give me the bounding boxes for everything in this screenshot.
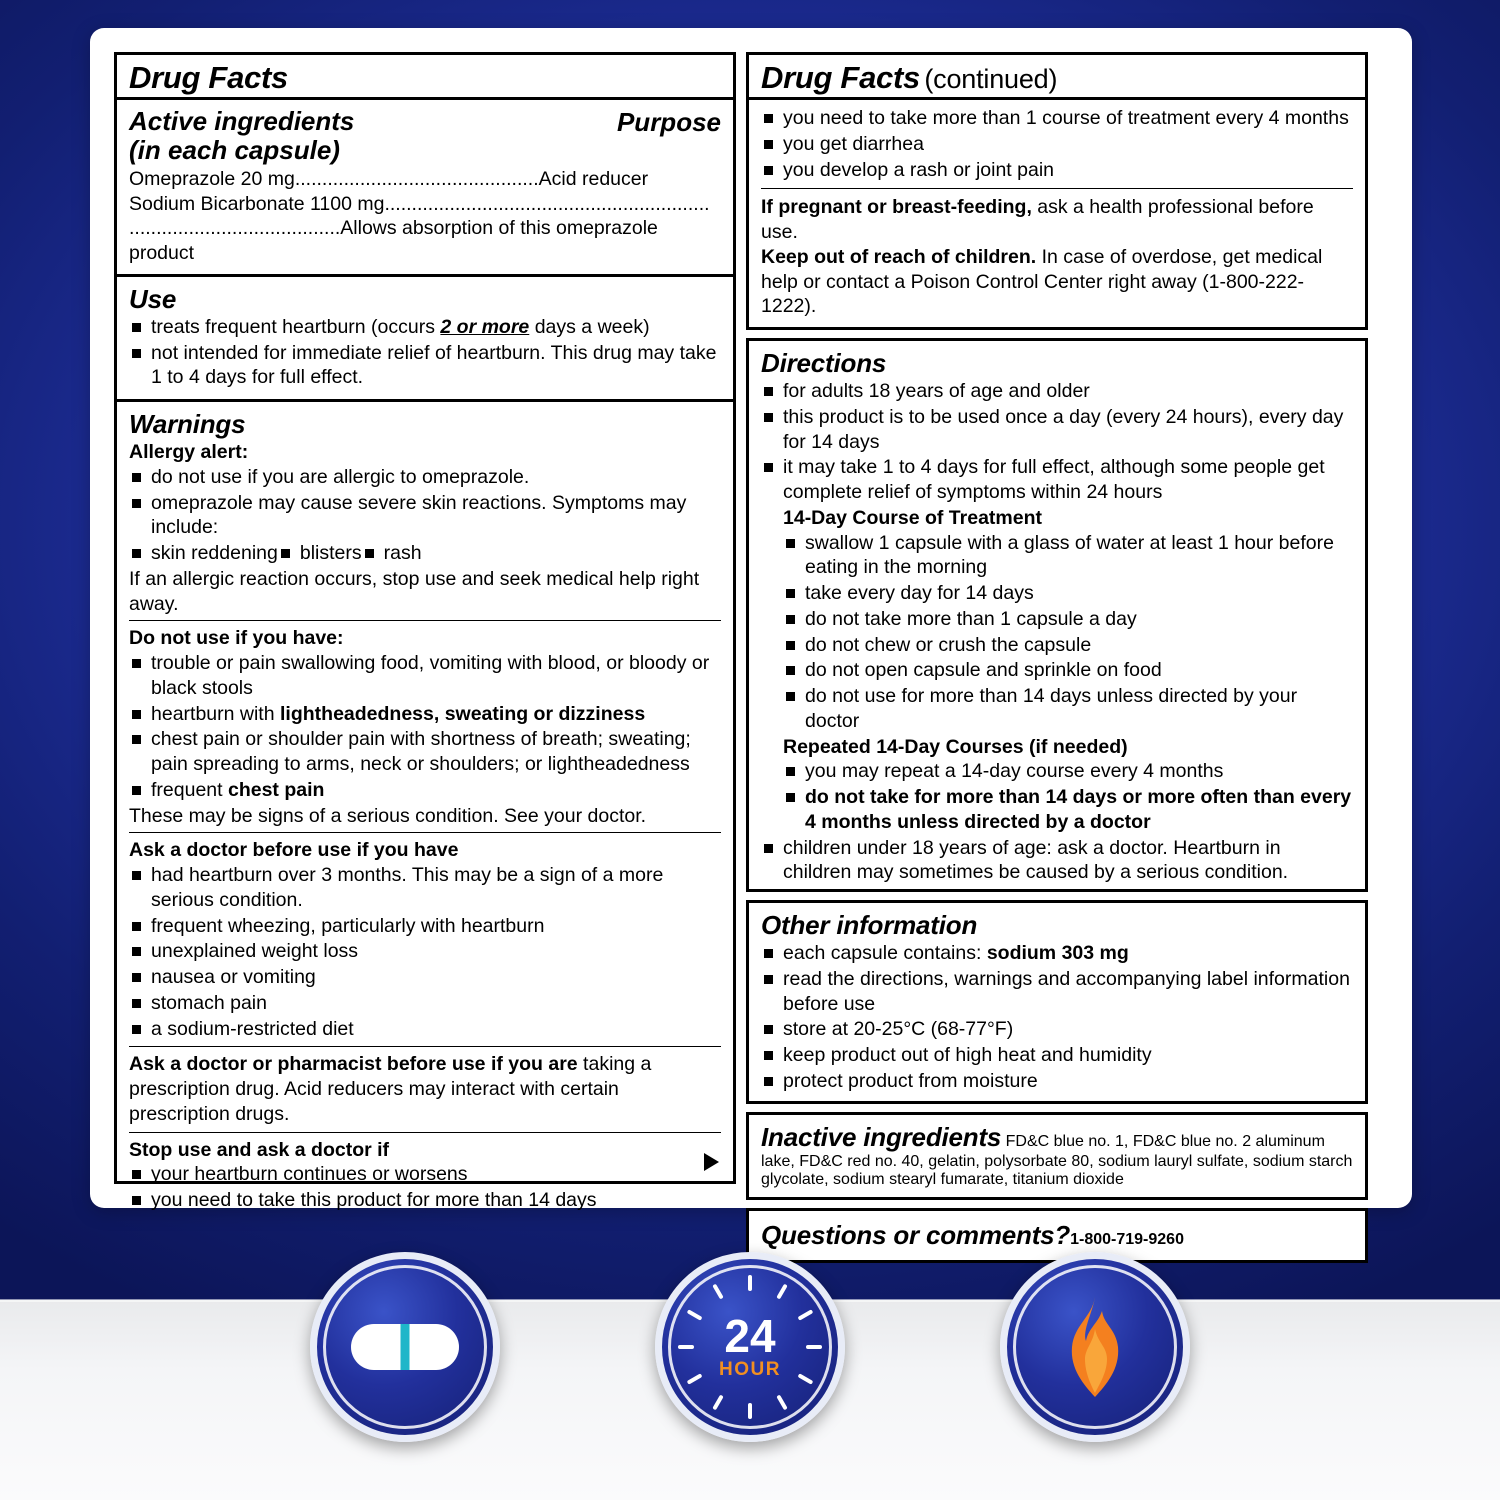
- do-not-use-section: [117, 621, 733, 832]
- ingredient-line-3: .......................................Allows absorption of this omeprazole product: [129, 217, 658, 265]
- inactive-ingredients-block: [749, 1115, 1365, 1197]
- keep-out-rest: In case of overdose, get medical help or contact a Poison Control Center right away (1-800-222-1222).: [761, 245, 1323, 318]
- page-title: Drug Facts: [129, 60, 288, 95]
- list-item: for adults 18 years of age and older: [761, 379, 1353, 404]
- do-not-use-list: [129, 651, 721, 803]
- stop-use-section: [117, 1133, 733, 1222]
- purpose-heading: Purpose: [616, 106, 721, 137]
- list-item: chest pain or shoulder pain with shortness of breath; sweating; pain spreading to arms, neck or shoulders; or lightheadedness: [129, 727, 721, 777]
- list-item: store at 20-25°C (68-77°F): [761, 1017, 1353, 1042]
- list-item: children under 18 years of age: ask a doctor. Heartburn in children may sometimes be caused by a serious condition.: [761, 836, 1353, 886]
- list-item: had heartburn over 3 months. This may be a sign of a more serious condition.: [129, 863, 721, 913]
- list-item: you need to take this product for more than 14 days: [129, 1188, 721, 1213]
- list-item: skin reddening: [129, 541, 278, 566]
- list-item: do not open capsule and sprinkle on food: [783, 658, 1353, 683]
- list-item: protect product from moisture: [761, 1069, 1353, 1094]
- clock-sublabel: HOUR: [719, 1359, 781, 1380]
- allergy-alert-label: Allergy alert:: [129, 441, 249, 464]
- inactive-ingredients-text: FD&C blue no. 1, FD&C blue no. 2 aluminum lake, FD&C red no. 40, gelatin, polysorbate 80, sodium lauryl sulfate, sodium starch glycolate, sodium stearyl fumarate, titanium dioxide: [761, 1132, 1353, 1188]
- drug-facts-columns: [114, 52, 1388, 1250]
- list-item: trouble or pain swallowing food, vomiting with blood, or bloody or black stools: [129, 651, 721, 701]
- use-list: [129, 315, 721, 390]
- list-item: [129, 315, 721, 340]
- drug-facts-panel: [90, 28, 1412, 1250]
- do-not-use-footer: These may be signs of a serious condition. See your doctor.: [129, 804, 647, 827]
- do-not-use-item-2-pre: heartburn with: [151, 702, 280, 725]
- do-not-use-item-4-pre: frequent: [151, 778, 228, 801]
- 24-hour-badge: [655, 1252, 845, 1442]
- other-information-list: [761, 941, 1353, 1094]
- ask-pharmacist-bold: Ask a doctor or pharmacist before use if you are: [129, 1053, 578, 1076]
- continued-title: Drug Facts: [761, 60, 920, 95]
- course-label: 14-Day Course of Treatment: [783, 506, 1042, 529]
- pregnancy-bold: If pregnant or breast-feeding,: [761, 196, 1032, 219]
- allergy-list: [129, 465, 721, 540]
- children-list: [761, 836, 1353, 886]
- keep-out-bold: Keep out of reach of children.: [761, 245, 1037, 268]
- directions-block: [749, 341, 1365, 889]
- list-item: nausea or vomiting: [129, 965, 721, 990]
- ask-pharmacist-text: [129, 1052, 721, 1126]
- ask-doctor-section: [117, 833, 733, 1046]
- flame-icon: [1052, 1295, 1138, 1399]
- list-item: not intended for immediate relief of heartburn. This drug may take 1 to 4 days for full effect.: [129, 341, 721, 391]
- list-item: blisters: [278, 541, 362, 566]
- do-not-use-item-2-bold: lightheadedness, sweating or dizziness: [280, 702, 646, 725]
- continue-arrow-icon: [704, 1153, 719, 1171]
- list-item: take every day for 14 days: [783, 581, 1353, 606]
- ingredient-line-1: Omeprazole 20 mg.............................................Acid reducer: [129, 167, 649, 190]
- list-item: rash: [362, 541, 422, 566]
- list-item: unexplained weight loss: [129, 939, 721, 964]
- pregnancy-warning-block: [749, 189, 1365, 327]
- keep-out-of-reach-text: [761, 245, 1353, 319]
- directions-list: [761, 379, 1353, 505]
- list-item: you need to take more than 1 course of treatment every 4 months: [761, 106, 1353, 131]
- do-not-use-item-4-bold: chest pain: [227, 778, 325, 801]
- list-item: [761, 941, 1353, 966]
- questions-phone: 1-800-719-9260: [1070, 1230, 1184, 1248]
- list-item: do not chew or crush the capsule: [783, 633, 1353, 658]
- directions-title: Directions: [761, 348, 887, 378]
- list-item: stomach pain: [129, 991, 721, 1016]
- pregnancy-rest: ask a health professional before use.: [761, 196, 1314, 243]
- left-title-block: [117, 55, 733, 97]
- list-item: read the directions, warnings and accompanying label information before use: [761, 967, 1353, 1017]
- list-item: omeprazole may cause severe skin reactions. Symptoms may include:: [129, 491, 721, 541]
- drug-facts-left-column: [114, 52, 736, 1212]
- use-title: Use: [129, 283, 177, 314]
- use-section: [117, 277, 733, 399]
- repeat-list: [783, 759, 1353, 834]
- list-item: frequent wheezing, particularly with heartburn: [129, 914, 721, 939]
- capsule-badge: [310, 1252, 500, 1442]
- list-item: do not use for more than 14 days unless directed by your doctor: [783, 684, 1353, 734]
- questions-title: Questions or comments?: [761, 1219, 1071, 1250]
- feature-badges: [0, 1252, 1500, 1442]
- other-item-1-pre: each capsule contains:: [783, 942, 987, 964]
- list-item: do not take more than 1 capsule a day: [783, 607, 1353, 632]
- list-item: [129, 702, 721, 727]
- list-item: your heartburn continues or worsens: [129, 1162, 721, 1187]
- directions-box: [746, 338, 1368, 892]
- active-ingredients-section: [117, 100, 733, 274]
- active-ingredients-heading-block: [129, 107, 354, 165]
- continued-list-block: [749, 100, 1365, 188]
- active-ingredients-subheading: (in each capsule): [129, 134, 340, 165]
- list-item: [129, 778, 721, 803]
- list-item: swallow 1 capsule with a glass of water at least 1 hour before eating in the morning: [783, 531, 1353, 581]
- drug-facts-right-column: [746, 52, 1368, 1250]
- other-information-title: Other information: [761, 910, 978, 940]
- other-item-1-bold: sodium 303 mg: [986, 942, 1129, 964]
- list-item: keep product out of high heat and humidity: [761, 1043, 1353, 1068]
- list-item: do not use if you are allergic to omeprazole.: [129, 465, 721, 490]
- active-ingredients-heading: Active ingredients: [129, 105, 355, 136]
- course-list: [783, 531, 1353, 734]
- ingredient-line-2: Sodium Bicarbonate 1100 mg............................................................: [129, 192, 710, 215]
- list-item: it may take 1 to 4 days for full effect, although some people get complete relief of symptoms within 24 hours: [761, 455, 1353, 505]
- continued-suffix: (continued): [924, 64, 1058, 94]
- list-item: you may repeat a 14-day course every 4 months: [783, 759, 1353, 784]
- other-information-box: [746, 900, 1368, 1104]
- capsule-icon: [351, 1324, 459, 1370]
- inactive-ingredients-box: [746, 1112, 1368, 1200]
- other-information-block: [749, 903, 1365, 1101]
- list-item: you get diarrhea: [761, 132, 1353, 157]
- inactive-ingredients-title: Inactive ingredients: [761, 1121, 1002, 1152]
- capsule-band: [401, 1324, 410, 1370]
- repeat-label: Repeated 14-Day Courses (if needed): [783, 735, 1128, 758]
- ask-doctor-list: [129, 863, 721, 1041]
- symptom-list: [129, 541, 721, 567]
- use-item-1-pre: treats frequent heartburn (occurs: [151, 315, 441, 338]
- stop-use-label: Stop use and ask a doctor if: [129, 1138, 390, 1161]
- allergy-footer: If an allergic reaction occurs, stop use and seek medical help right away.: [129, 567, 700, 615]
- continued-box: [746, 52, 1368, 330]
- heartburn-badge: [1000, 1252, 1190, 1442]
- do-not-use-label: Do not use if you have:: [129, 627, 344, 650]
- ask-pharmacist-section: [117, 1047, 733, 1131]
- pregnancy-warning-text: [761, 195, 1353, 245]
- use-item-1-post: days a week): [529, 315, 650, 338]
- continued-list: [761, 106, 1353, 182]
- list-item: a sodium-restricted diet: [129, 1017, 721, 1042]
- ask-doctor-label: Ask a doctor before use if you have: [129, 839, 459, 862]
- warnings-section: [117, 402, 733, 620]
- clock-number: 24: [724, 1310, 776, 1362]
- list-item: this product is to be used once a day (every 24 hours), every day for 14 days: [761, 405, 1353, 455]
- list-item: you develop a rash or joint pain: [761, 158, 1353, 183]
- continued-title-block: [749, 55, 1365, 97]
- warnings-title: Warnings: [129, 409, 246, 440]
- ask-pharmacist-rest: taking a prescription drug. Acid reducers may interact with certain prescription drugs.: [129, 1053, 652, 1125]
- stop-use-list: [129, 1162, 721, 1213]
- use-item-1-emphasis: 2 or more: [440, 315, 530, 338]
- list-item: do not take for more than 14 days or more often than every 4 months unless directed by a doctor: [783, 785, 1353, 835]
